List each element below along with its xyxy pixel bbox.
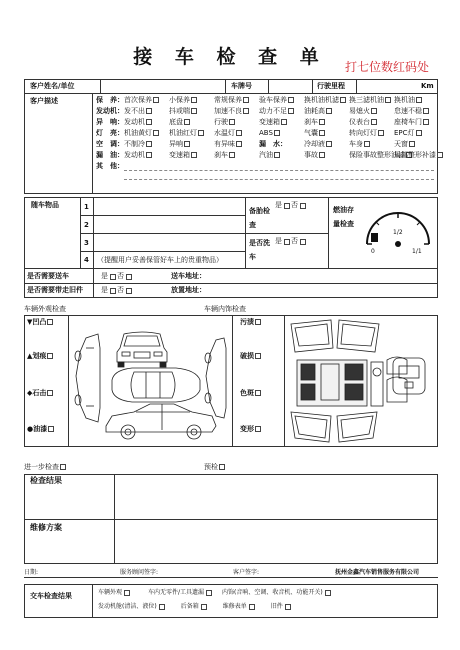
spare-tire-label: 备胎检查: [249, 207, 270, 229]
cell-divider: [92, 584, 93, 618]
description-checkbox[interactable]: [243, 97, 249, 103]
description-checkbox[interactable]: [184, 141, 190, 147]
delivery-address-label: 送车地址：: [171, 272, 206, 280]
description-checkbox[interactable]: [146, 141, 152, 147]
cell-divider: [268, 79, 269, 93]
car-interior-diagram: [287, 318, 435, 444]
description-option: 保险事故整形油漆: [349, 151, 415, 160]
description-checkbox[interactable]: [288, 97, 294, 103]
spare-tire-options: [275, 201, 307, 210]
valuables-reminder: （提醒用户妥善保管好车上的贵重物品）: [97, 256, 223, 264]
description-option: 异响: [169, 140, 193, 149]
description-category-label: 灯 亮：: [96, 129, 124, 137]
description-category-label: 保 养：: [96, 96, 124, 104]
handover-item: 车内无零件/工具遗漏: [148, 589, 205, 596]
no-checkbox[interactable]: [126, 274, 132, 280]
cell-divider: [24, 269, 25, 297]
handover-checkbox[interactable]: [249, 604, 255, 610]
repair-plan-field[interactable]: [116, 521, 436, 563]
dent-checkbox[interactable]: [47, 319, 53, 325]
cell-divider: [92, 93, 93, 194]
handover-checkbox[interactable]: [159, 604, 165, 610]
description-row: [96, 107, 436, 118]
description-option: 机油黄灯: [124, 129, 162, 138]
interior-legend-damage: 破损: [240, 352, 264, 361]
delivery-options: [101, 272, 133, 281]
row-divider: [80, 233, 245, 234]
further-check-checkbox[interactable]: [60, 464, 66, 470]
exterior-check-label: 车辆外观检查: [24, 305, 66, 313]
car-exterior-diagram: [72, 318, 230, 444]
description-option: 发动机: [124, 151, 155, 160]
old-parts-options: [101, 286, 133, 295]
description-checkbox[interactable]: [378, 130, 384, 136]
handover-item: 后备箱: [180, 603, 199, 610]
pre-check-label: 预检: [204, 463, 228, 472]
mileage-unit: Km: [421, 82, 434, 90]
handover-item: 维修表单: [222, 603, 247, 610]
description-option: 动力不足: [259, 107, 297, 116]
cell-divider: [93, 269, 94, 297]
description-option: 油耗高: [304, 107, 335, 116]
description-option: 常规保养: [214, 96, 252, 105]
damage-checkbox[interactable]: [255, 353, 261, 359]
description-option: 漏 水：: [259, 140, 287, 148]
description-category-label: 其 他：: [96, 162, 124, 170]
color-spot-checkbox[interactable]: [255, 390, 261, 396]
cell-divider: [232, 315, 233, 447]
other-notes-line[interactable]: [124, 170, 434, 171]
description-option: 有异味: [214, 140, 245, 149]
description-option: 变速箱: [169, 151, 200, 160]
company-name: 抚州金鑫汽车销售服务有限公司: [335, 569, 420, 576]
description-checkbox[interactable]: [416, 97, 422, 103]
inspection-result-field[interactable]: [116, 476, 436, 518]
description-checkbox[interactable]: [281, 119, 287, 125]
row-divider: [24, 283, 438, 284]
description-option: 换机油机滤: [304, 96, 349, 105]
cell-divider: [328, 197, 329, 269]
no-label: 否: [291, 201, 298, 209]
gauge-half-label: 1/2: [393, 229, 403, 236]
cell-divider: [312, 79, 313, 93]
no-label: 否: [117, 272, 124, 280]
handover-item: 车辆外观: [98, 589, 123, 596]
description-checkbox[interactable]: [288, 108, 294, 114]
description-option: 车身: [349, 140, 373, 149]
description-option: 机油红灯: [169, 129, 207, 138]
no-checkbox[interactable]: [300, 239, 306, 245]
delivery-label: 是否需要送车: [27, 272, 69, 280]
belongings-row-number: 2: [84, 221, 89, 229]
car-wash-label: 是否洗车: [249, 239, 270, 261]
handover-row-1: [98, 589, 332, 597]
car-wash-options: [275, 237, 307, 246]
scratch-checkbox[interactable]: [47, 353, 53, 359]
row-divider: [24, 519, 438, 520]
description-option: 发动机: [124, 118, 155, 127]
description-option: 座椅车门: [394, 118, 432, 127]
description-checkbox[interactable]: [191, 152, 197, 158]
description-category-label: 异 响：: [96, 118, 124, 126]
exterior-legend-scratch: ▲划痕: [27, 352, 56, 361]
yes-checkbox[interactable]: [284, 239, 290, 245]
placement-address-label: 放置地址：: [171, 286, 206, 294]
description-checkbox[interactable]: [340, 97, 346, 103]
description-checkbox[interactable]: [319, 130, 325, 136]
description-checkbox[interactable]: [146, 108, 152, 114]
cell-divider: [100, 79, 101, 93]
description-row: [96, 151, 436, 162]
description-option: 行驶: [214, 118, 238, 127]
description-option: 汽油: [259, 151, 283, 160]
deformation-checkbox[interactable]: [255, 426, 261, 432]
handover-checkbox[interactable]: [206, 590, 212, 596]
exterior-legend-paint: ●油漆: [27, 425, 57, 434]
description-checkbox[interactable]: [364, 141, 370, 147]
description-row: [96, 140, 436, 151]
handover-checkbox[interactable]: [201, 604, 207, 610]
interior-check-label: 车辆内饰检查: [204, 305, 246, 313]
description-checkbox[interactable]: [385, 97, 391, 103]
description-option: 刹车: [214, 151, 238, 160]
description-category-label: 空 调：: [96, 140, 124, 148]
description-checkbox[interactable]: [153, 130, 159, 136]
description-option: 换三滤机油: [349, 96, 394, 105]
description-checkbox[interactable]: [326, 108, 332, 114]
stain-checkbox[interactable]: [255, 319, 261, 325]
description-option: 变速箱: [259, 118, 290, 127]
no-checkbox[interactable]: [126, 288, 132, 294]
description-checkbox[interactable]: [146, 152, 152, 158]
fuel-level-label: 燃油存量检查: [333, 206, 354, 228]
old-parts-label: 是否需要带走旧件: [27, 286, 83, 294]
exterior-legend-stone-chip: ◆石击: [27, 389, 56, 398]
description-row: [96, 118, 436, 129]
handover-item: 发动机舱(清洁、液位): [98, 603, 157, 610]
description-option: 冷却液: [304, 140, 335, 149]
description-option: 仪表台: [349, 118, 380, 127]
belongings-row-number: 1: [84, 203, 89, 211]
description-row: [96, 96, 436, 107]
handover-check-label: 交车检查结果: [30, 592, 72, 600]
description-checkbox[interactable]: [146, 119, 152, 125]
further-check-label: 进一步检查: [24, 463, 69, 472]
signature-underline: [24, 577, 438, 578]
cell-divider: [284, 315, 285, 447]
description-checkbox[interactable]: [326, 141, 332, 147]
yes-label: 是: [275, 201, 282, 209]
cell-divider: [225, 79, 226, 93]
description-option: 刹车: [304, 118, 328, 127]
customer-description-checklist: [96, 96, 436, 180]
description-checkbox[interactable]: [191, 108, 197, 114]
description-option: 发不出: [124, 107, 155, 116]
interior-legend-color-spot: 色斑: [240, 389, 264, 398]
no-label: 否: [291, 237, 298, 245]
handover-checkbox[interactable]: [285, 604, 291, 610]
description-option: 验车保养: [259, 96, 297, 105]
description-option: 怠速不稳: [394, 107, 432, 116]
description-option: 气囊: [304, 129, 328, 138]
other-notes-line[interactable]: [124, 179, 434, 180]
description-row: [96, 162, 436, 173]
description-checkbox[interactable]: [423, 119, 429, 125]
description-checkbox[interactable]: [371, 119, 377, 125]
plate-number-label: 车牌号: [231, 82, 252, 90]
description-checkbox[interactable]: [229, 152, 235, 158]
paint-checkbox[interactable]: [48, 426, 54, 432]
stone-chip-checkbox[interactable]: [47, 390, 53, 396]
handover-item: 内饰(音响、空调、收音机、功能开关): [222, 589, 323, 596]
description-option: EPC灯: [394, 129, 425, 138]
belongings-label: 随车物品: [31, 201, 59, 209]
handover-item: 旧件: [270, 603, 283, 610]
description-checkbox[interactable]: [423, 108, 429, 114]
description-checkbox[interactable]: [274, 130, 280, 136]
description-checkbox[interactable]: [319, 152, 325, 158]
handover-checkbox[interactable]: [325, 590, 331, 596]
date-label: 日期:: [24, 569, 39, 576]
description-checkbox[interactable]: [191, 97, 197, 103]
description-option: 首次保养: [124, 96, 162, 105]
customer-signature-label: 客户签字:: [233, 569, 260, 576]
description-category-label: 漏 油：: [96, 151, 124, 159]
description-checkbox[interactable]: [236, 141, 242, 147]
description-category-label: 发动机：: [96, 107, 124, 115]
gauge-empty-label: 0: [371, 248, 375, 255]
no-label: 否: [117, 286, 124, 294]
description-option: 加速不良: [214, 107, 252, 116]
row-divider: [24, 297, 438, 298]
description-checkbox[interactable]: [319, 119, 325, 125]
description-option: 事故: [304, 151, 328, 160]
yes-checkbox[interactable]: [284, 203, 290, 209]
exterior-legend-dent: ▼凹凸: [27, 318, 56, 327]
cell-divider: [437, 269, 438, 297]
description-checkbox[interactable]: [371, 108, 377, 114]
description-option: 抖或喘: [169, 107, 200, 116]
description-option: 转向灯灯: [349, 129, 387, 138]
interior-legend-deformation: 变形: [240, 425, 264, 434]
header-divider: [24, 93, 438, 94]
mileage-label: 行驶里程: [317, 82, 345, 90]
description-checkbox[interactable]: [184, 119, 190, 125]
serial-number-note: 打七位数红码处: [345, 60, 430, 74]
row-divider: [80, 215, 245, 216]
interior-legend-stain: 污渍: [240, 318, 264, 327]
yes-label: 是: [101, 286, 108, 294]
yes-checkbox[interactable]: [110, 274, 116, 280]
yes-label: 是: [101, 272, 108, 280]
description-row: [96, 129, 436, 140]
description-checkbox[interactable]: [274, 152, 280, 158]
belongings-row-number: 3: [84, 239, 89, 247]
description-checkbox[interactable]: [153, 97, 159, 103]
description-option: 小保养: [169, 96, 200, 105]
cell-divider: [356, 79, 357, 93]
customer-name-label: 客户姓名/单位: [30, 82, 75, 90]
gauge-full-label: 1/1: [412, 248, 422, 255]
repair-plan-label: 维修方案: [30, 523, 62, 532]
description-checkbox[interactable]: [243, 108, 249, 114]
cell-divider: [68, 315, 69, 447]
description-checkbox[interactable]: [416, 130, 422, 136]
description-checkbox[interactable]: [229, 119, 235, 125]
description-option: 底盘: [169, 118, 193, 127]
handover-checkbox[interactable]: [124, 590, 130, 596]
row-divider: [245, 233, 328, 234]
description-option: 换机油: [394, 96, 425, 105]
customer-description-label: 客户描述: [30, 97, 58, 105]
form-title: 接 车 检 查 单: [133, 46, 327, 68]
description-option: 易熄火: [349, 107, 380, 116]
description-option: 不制冷: [124, 140, 155, 149]
description-checkbox[interactable]: [236, 130, 242, 136]
description-option: 天窗: [394, 140, 418, 149]
service-advisor-signature-label: 服务顾问签字:: [120, 569, 159, 576]
pre-check-checkbox[interactable]: [219, 464, 225, 470]
description-option: 水温灯: [214, 129, 245, 138]
no-checkbox[interactable]: [300, 203, 306, 209]
description-checkbox[interactable]: [409, 141, 415, 147]
description-checkbox[interactable]: [437, 152, 443, 158]
yes-checkbox[interactable]: [110, 288, 116, 294]
inspection-result-label: 检查结果: [30, 476, 62, 485]
belongings-row-number: 4: [84, 256, 89, 264]
yes-label: 是: [275, 237, 282, 245]
description-option: ABS: [259, 129, 283, 138]
description-checkbox[interactable]: [198, 130, 204, 136]
handover-row-2: [98, 603, 292, 611]
row-divider: [80, 251, 245, 252]
description-option: 局部整形补漆: [394, 151, 446, 160]
